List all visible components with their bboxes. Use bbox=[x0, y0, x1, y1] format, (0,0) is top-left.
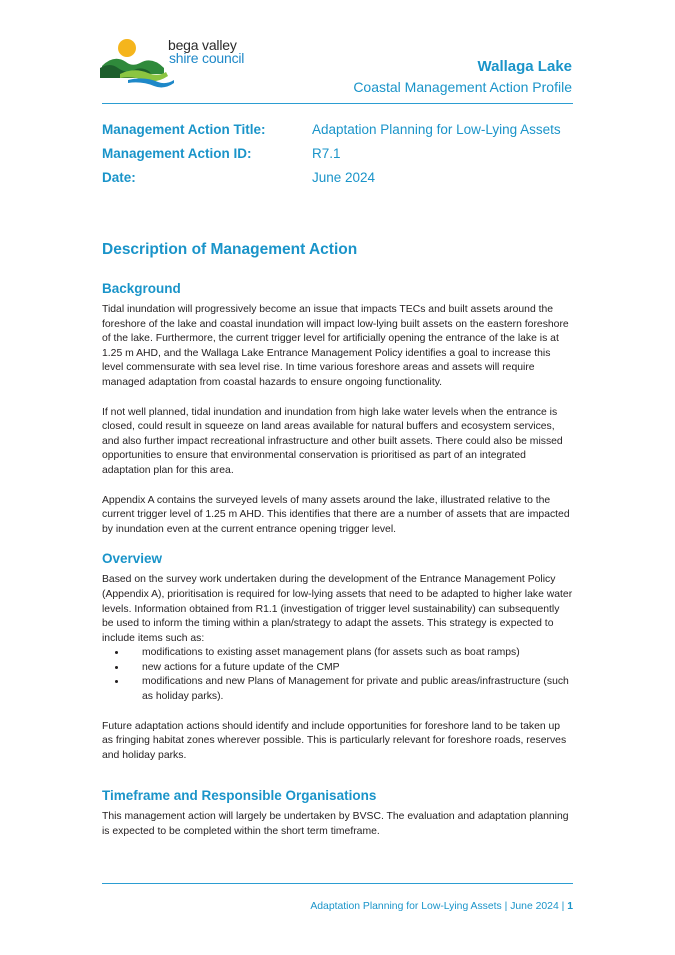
list-item: • modifications and new Plans of Management for private and public areas/infrastructure (such as holiday parks). bbox=[127, 675, 573, 704]
overview-heading: Overview bbox=[102, 551, 163, 567]
header-rule bbox=[102, 103, 573, 104]
page-footer bbox=[310, 901, 573, 912]
background-paragraph-3: Appendix A contains the surveyed levels of many assets around the lake, illustrated relative to the current trigger level of 1.25 m AHD. This identifies that there are a number of assets that are impacted by inundation even at the current entrance opening trigger level. bbox=[102, 494, 570, 535]
page-number: 1 bbox=[567, 901, 573, 912]
background-paragraph-2: If not well planned, tidal inundation and inundation from high lake water levels when the entrance is closed, could result in squeeze on land areas available for natural buffers and ecosystem services, and also further impact recreational infrastructure and other built assets. There could also be missed opportunities to ensure that environmental conservation is prioritised as part of an integrated adaptation plan for this area. bbox=[102, 406, 563, 476]
meta-value: R7.1 bbox=[312, 146, 341, 161]
timeframe-heading: Timeframe and Responsible Organisations bbox=[102, 788, 377, 804]
footer-rule bbox=[102, 883, 573, 884]
document-title: Wallaga Lake bbox=[477, 58, 572, 75]
meta-value: Adaptation Planning for Low-Lying Assets bbox=[312, 122, 561, 137]
meta-row-date bbox=[102, 168, 573, 188]
footer-text: Adaptation Planning for Low-Lying Assets | June 2024 | bbox=[310, 901, 565, 912]
overview-bullet-list bbox=[102, 646, 573, 704]
meta-label: Management Action ID: bbox=[102, 146, 252, 161]
section-heading: Description of Management Action bbox=[102, 241, 358, 258]
logo-line-1: bega valley bbox=[168, 37, 237, 53]
document-header bbox=[353, 57, 572, 97]
meta-label: Date: bbox=[102, 170, 136, 185]
logo-line-2: shire council bbox=[169, 50, 245, 66]
overview-paragraph-1: Based on the survey work undertaken during the development of the Entrance Management Policy (Appendix A), prioritisation is required for low-lying assets that need to be adapted to higher lake water levels. Information obtained from R1.1 (investigation of trigger level sustainability) can subsequently be used to inform the timing within a plan/strategy to adapt the assets. This strategy is expected to include items such as: bbox=[102, 574, 573, 644]
meta-row-title bbox=[102, 120, 573, 140]
logo-text bbox=[168, 39, 244, 65]
main-content bbox=[102, 240, 573, 840]
timeframe-paragraph: This management action will largely be undertaken by BVSC. The evaluation and adaptation planning is expected to be completed within the short term timeframe. bbox=[102, 811, 569, 838]
action-metadata bbox=[102, 120, 573, 192]
list-item: • modifications to existing asset management plans (for assets such as boat ramps) bbox=[127, 646, 573, 661]
document-subtitle: Coastal Management Action Profile bbox=[353, 79, 572, 95]
background-paragraph-1: Tidal inundation will progressively become an issue that impacts TECs and built assets around the foreshore of the lake and coastal inundation will impact low-lying built assets on the eastern foreshore of the lake. Furthermore, the current trigger level for artificially opening the entrance of the lake is at 1.25 m AHD, and the Wallaga Lake Entrance Management Policy identifies a goal to increase this level commensurate with sea level rise. In time various foreshore areas and assets will require managed adaptation from coastal hazards to ensure ongoing functionality. bbox=[102, 304, 569, 388]
list-item: • new actions for a future update of the CMP bbox=[127, 661, 573, 676]
meta-label: Management Action Title: bbox=[102, 122, 266, 137]
meta-value: June 2024 bbox=[312, 170, 376, 185]
meta-row-id bbox=[102, 144, 573, 164]
overview-paragraph-2: Future adaptation actions should identify and include opportunities for foreshore land to be taken up as fringing habitat zones wherever possible. This is particularly relevant for foreshore roads, reserves and holiday parks. bbox=[102, 720, 567, 761]
background-heading: Background bbox=[102, 281, 181, 296]
council-logo bbox=[100, 34, 270, 94]
